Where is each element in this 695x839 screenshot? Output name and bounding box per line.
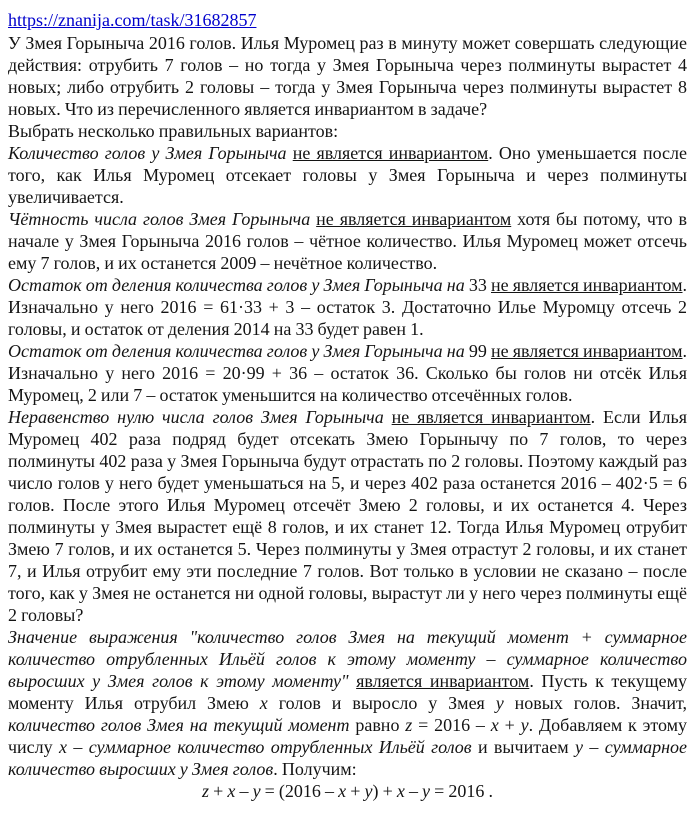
text-segment: –: [67, 737, 89, 757]
source-link[interactable]: https://znanija.com/task/31682857: [8, 10, 257, 30]
text-segment: Остаток от деления количества голов у Змея Горыныча на: [8, 275, 469, 295]
text-segment: не является инвариантом: [391, 407, 591, 427]
text-segment: . Изначально у него 2016 = 61·33 + 3 – остаток 3. Достаточно Илье Муромцу отсечь 2 головы, и остаток от деления 2014 на 33 будет равен 1.: [8, 275, 688, 339]
option-nonzero: [8, 406, 687, 626]
text-segment: z: [202, 781, 210, 801]
text-segment: –: [235, 781, 253, 801]
text-segment: суммарное количество отрубленных Ильёй голов: [88, 737, 472, 757]
text-segment: не является инвариантом: [316, 209, 512, 229]
text-segment: суммарное количество выросших у Змея голов: [8, 737, 688, 779]
source-url-line: [8, 9, 687, 31]
text-segment: = 2016 –: [412, 715, 491, 735]
text-segment: y: [575, 737, 584, 757]
text-segment: . Если Илья Муромец 402 раза подряд будет отсекать Змею Горынычу по 7 голов, то через полминуты 402 раза у Змея Горыныча будут отрастать по 2 головы. Поэтому каждый раз число голов у него будет уменьшаться на 5, и через 402 раза останется 2016 – 402·5 = 6 голов. После этого Илья Муромец отсечёт Змею 2 головы, и их останется 4. Через полминуты у Змея вырастет ещё 8 голов, и их станет 12. Тогда Илья Муромец отрубит Змею 7 голов, и их останется 5. Через полминуты у Змея отрастут 2 головы, и их станет 7, и Илья отрубит ему эти последние 7 голов. Вот только в условии не сказано – после того, как у Змея не останется ни одной головы, вырастут ли у него через полминуты ещё 2 головы?: [8, 407, 687, 625]
text-segment: y: [520, 715, 529, 735]
document-body: [8, 32, 687, 802]
option-mod-99: [8, 340, 687, 406]
text-segment: z: [405, 715, 413, 735]
text-segment: является инвариантом: [356, 671, 530, 691]
text-segment: –: [404, 781, 423, 801]
text-segment: +: [346, 781, 365, 801]
option-parity: [8, 208, 687, 274]
text-segment: . Добавляем к этому числу: [8, 715, 688, 757]
text-segment: Значение выражения "количество голов Змея на текущий момент + суммарное количество отрубленных Ильёй голов к этому моменту – суммарное количество выросших у Змея голов к этому моменту": [8, 627, 687, 691]
text-segment: 99: [468, 341, 491, 361]
text-segment: . Изначально у него 2016 = 20·99 + 36 – остаток 36. Сколько бы голов ни отсёк Илья Муромец, 2 или 7 – остаток уменьшится на количество отсечённых голов.: [8, 341, 688, 405]
text-segment: –: [583, 737, 605, 757]
option-mod-33: [8, 274, 687, 340]
text-segment: = (2016 –: [260, 781, 339, 801]
text-segment: Неравенство нулю числа голов Змея Горыныча: [8, 407, 392, 427]
problem-statement: [8, 32, 687, 120]
text-segment: ) +: [372, 781, 397, 801]
text-segment: У Змея Горыныча 2016 голов. Илья Муромец раз в минуту может совершать следующие действия: отрубить 7 голов – но тогда у Змея Горыныча через полминуты вырастет 4 новых; либо отрубить 2 головы – тогда у Змея Горыныча через полминуты вырастет 8 новых. Что из перечисленного является инвариантом в задаче?: [8, 33, 687, 119]
instruction-line: [8, 120, 687, 142]
text-segment: и вычитаем: [471, 737, 576, 757]
text-segment: y: [252, 781, 261, 801]
text-segment: x: [396, 781, 405, 801]
final-formula: [8, 780, 687, 802]
text-segment: Чётность числа голов Змея Горыныча: [8, 209, 317, 229]
text-segment: Остаток от деления количества голов у Змея Горыныча на: [8, 341, 469, 361]
text-segment: x: [490, 715, 499, 735]
text-segment: x: [227, 781, 236, 801]
text-segment: x: [338, 781, 347, 801]
text-segment: 33: [468, 275, 491, 295]
text-segment: количество голов Змея на текущий момент: [8, 715, 350, 735]
text-segment: x: [59, 737, 68, 757]
text-segment: y: [495, 693, 504, 713]
text-segment: y: [422, 781, 431, 801]
option-expression-invariant: [8, 626, 687, 780]
text-segment: x: [259, 693, 268, 713]
text-segment: равно: [349, 715, 406, 735]
text-segment: хотя бы потому, что в начале у Змея Горыныча 2016 голов – чётное количество. Илья Муромец может отсечь ему 7 голов, и их останется 2009 – нечётное количество.: [8, 209, 687, 273]
text-segment: новых голов. Значит,: [503, 693, 687, 713]
text-segment: +: [209, 781, 228, 801]
text-segment: не является инвариантом: [491, 275, 683, 295]
text-segment: = 2016 .: [430, 781, 493, 801]
text-segment: . Оно уменьшается после того, как Илья Муромец отсекает головы у Змея Горыныча и через полминуты увеличивается.: [8, 143, 688, 207]
text-segment: y: [364, 781, 373, 801]
text-segment: не является инвариантом: [491, 341, 683, 361]
option-head-count: [8, 142, 687, 208]
text-segment: . Получим:: [273, 759, 357, 779]
text-segment: голов и выросло у Змея: [267, 693, 496, 713]
text-segment: Выбрать несколько правильных вариантов:: [8, 121, 339, 141]
text-segment: . Пусть к текущему моменту Илья отрубил Змею: [8, 671, 687, 713]
text-segment: +: [498, 715, 521, 735]
text-segment: не является инвариантом: [292, 143, 489, 163]
text-segment: Количество голов у Змея Горыныча: [8, 143, 293, 163]
